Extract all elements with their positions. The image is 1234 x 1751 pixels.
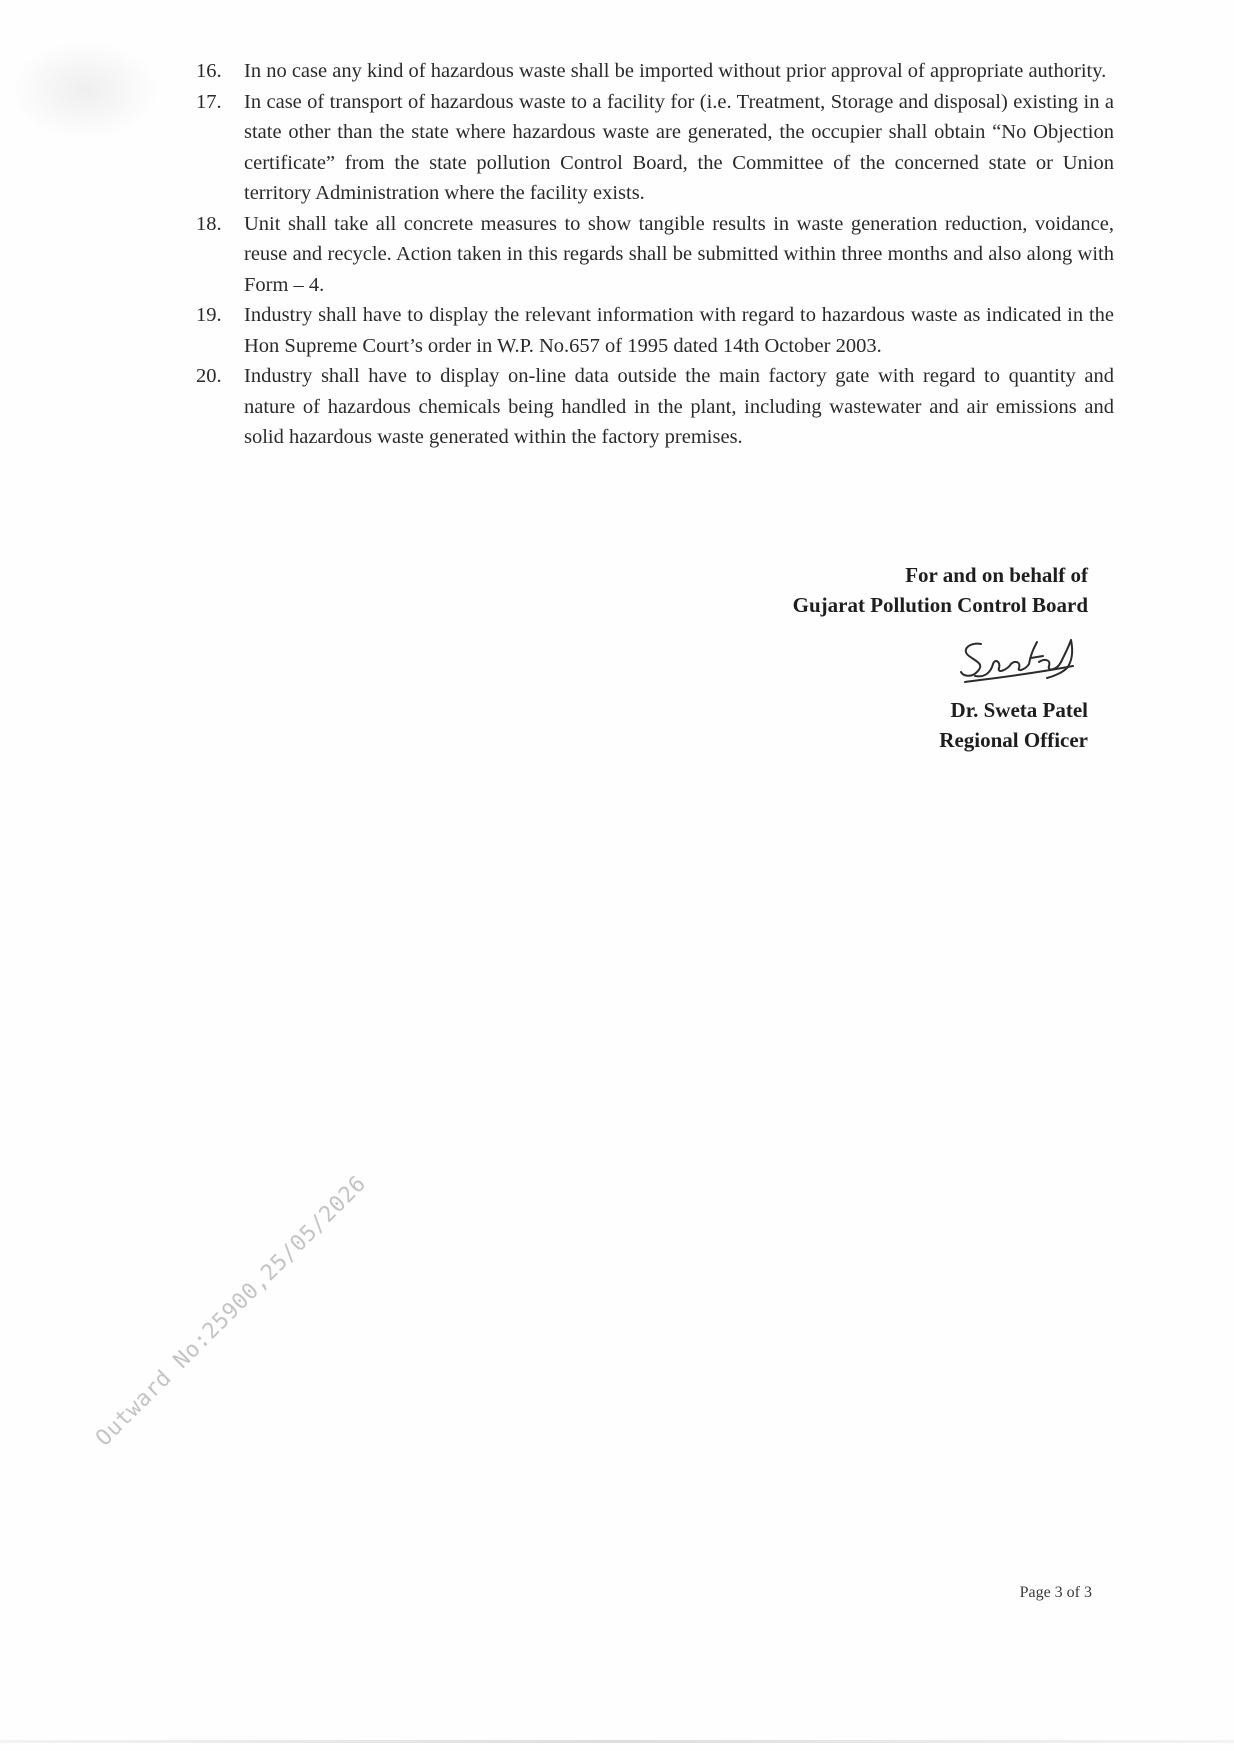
condition-number: 20.	[196, 365, 222, 387]
on-behalf-line: For and on behalf of	[905, 563, 1088, 587]
condition-number: 17.	[196, 90, 222, 113]
page-number: Page 3 of 3	[1019, 1584, 1092, 1601]
condition-item	[196, 300, 1114, 361]
conditions-list	[196, 56, 1114, 453]
condition-text: Industry shall have to display the relevant information with regard to hazardous waste as indicated in the Hon Supreme Court’s order in W.P. No.657 of 1995 dated 14th October 2003.	[244, 304, 1114, 357]
condition-text: In case of transport of hazardous waste to a facility for (i.e. Treatment, Storage and disposal) existing in a state other than the state where hazardous waste are generated, the occupier shall obtain “No Objection certificate” from the state pollution Control Board, the Committee of the concerned state or Union territory Administration where the facility exists.	[244, 90, 1114, 204]
handwritten-signature	[951, 632, 1086, 704]
outward-stamp: Outward No:25900,25/05/2026	[91, 1171, 372, 1452]
condition-number: 16.	[196, 60, 222, 82]
condition-text: Unit shall take all concrete measures to show tangible results in waste generation reduction, voidance, reuse and recycle. Action taken in this regards shall be submitted within three months and also along with Form – 4.	[244, 212, 1114, 296]
condition-item	[196, 56, 1114, 87]
scan-smudge	[10, 40, 160, 140]
organization-name: Gujarat Pollution Control Board	[792, 593, 1088, 617]
signatory-name: Dr. Sweta Patel	[950, 698, 1088, 722]
condition-item	[196, 209, 1114, 301]
condition-number: 19.	[196, 304, 222, 326]
condition-item	[196, 87, 1114, 209]
condition-text: In no case any kind of hazardous waste shall be imported without prior approval of appropriate authority.	[244, 60, 1107, 82]
signatory-designation: Regional Officer	[939, 728, 1088, 752]
scan-edge-line	[0, 1740, 1234, 1743]
condition-item	[196, 361, 1114, 453]
condition-text: Industry shall have to display on-line data outside the main factory gate with regard to quantity and nature of hazardous chemicals being handled in the plant, including wastewater and air emissions and solid hazardous waste generated within the factory premises.	[244, 365, 1114, 448]
condition-number: 18.	[196, 212, 222, 235]
